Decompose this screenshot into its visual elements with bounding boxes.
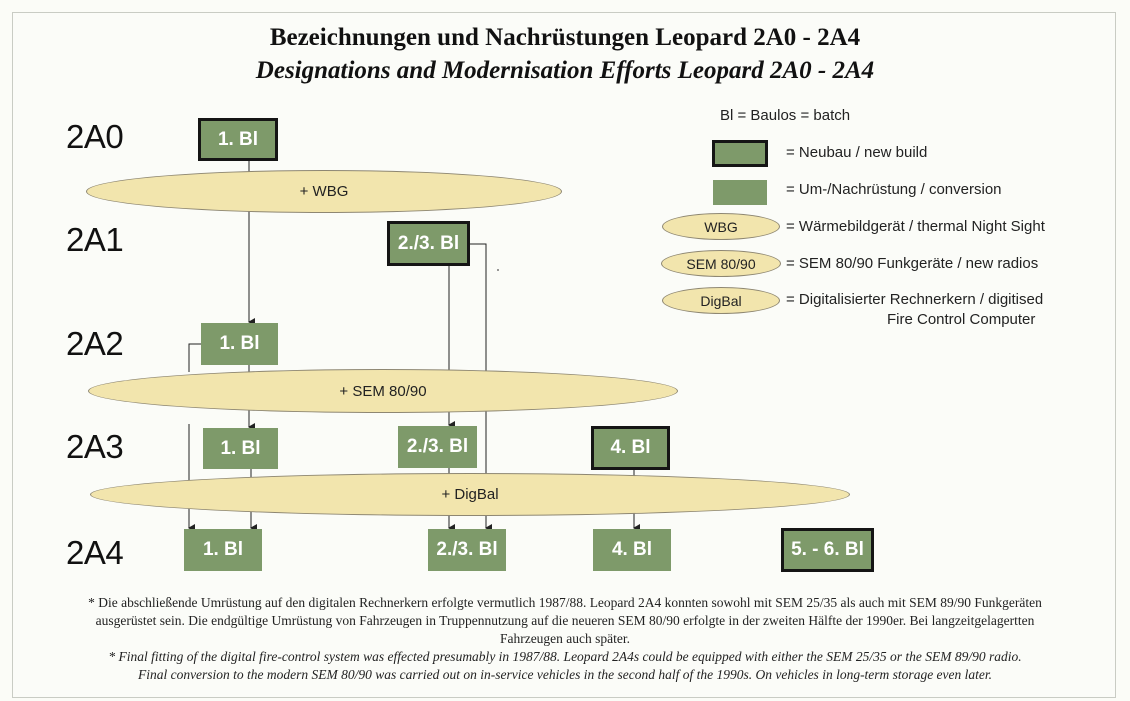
legend-new-build: = Neubau / new build [786,144,928,161]
footnote-de-line-1: * Die abschließende Umrüstung auf den digitalen Rechnerkern erfolgte vermutlich 1987/88. Leopard 2A4 konnten sowohl mit SEM 25/35 als auch mit SEM 89/90 Funkgeräten [88,595,1042,610]
legend-wbg: = Wärmebildgerät / thermal Night Sight [786,218,1045,235]
legend-digbal-tag: DigBal [662,287,780,314]
box-2a3-batch-4: 4. Bl [591,426,670,470]
box-2a1-batch-2-3: 2./3. Bl [387,221,470,266]
stray-dot [497,269,499,271]
footnote-de-line-3: Fahrzeugen auch später. [499,631,631,646]
legend-conversion: = Um-/Nachrüstung / conversion [786,181,1002,198]
legend-wbg-tag: WBG [662,213,780,240]
box-2a4-batch-5-6: 5. - 6. Bl [781,528,874,572]
box-2a0-batch-1: 1. Bl [198,118,278,161]
row-label-2a0: 2A0 [66,118,124,155]
footnote-en-line-2: Final conversion to the modern SEM 80/90 was carried out on in-service vehicles in the second half of the 1990s. On vehicles in long-term storage even later. [137,667,993,682]
legend-sem: = SEM 80/90 Funkgeräte / new radios [786,255,1039,272]
upgrade-wbg-ellipse: + WBG [86,170,562,213]
upgrade-digbal-ellipse: + DigBal [90,473,850,516]
upgrade-sem-ellipse: + SEM 80/90 [88,369,678,413]
legend-sem-tag: SEM 80/90 [661,250,781,277]
footnote-english [20,648,1110,684]
legend-new-build-swatch [712,140,768,167]
box-2a4-batch-2-3: 2./3. Bl [428,529,506,571]
box-2a4-batch-1: 1. Bl [184,529,262,571]
box-2a2-batch-1: 1. Bl [201,323,278,365]
title-english: Designations and Modernisation Efforts Leopard 2A0 - 2A4 [255,57,875,84]
footnote-en-line-1: * Final fitting of the digital fire-control system was effected presumably in 1987/88. Leopard 2A4s could be equipped with either the SEM 25/35 or the SEM 89/90 radio. [108,649,1022,664]
footnote-de-line-2: ausgerüstet sein. Die endgültige Umrüstung von Fahrzeugen in Truppennutzung auf die neueren SEM 80/90 erfolgte in der zweiten Hälfte der 1990er. Bei langzeitgelagertten [95,613,1035,628]
legend-digbal-1: = Digitalisierter Rechnerkern / digitised [786,291,1044,308]
row-label-2a1: 2A1 [66,221,124,258]
legend-digbal-2: Fire Control Computer [887,311,1036,328]
legend-batch: Bl = Baulos = batch [720,107,851,124]
box-2a4-batch-4: 4. Bl [593,529,671,571]
row-label-2a4: 2A4 [66,534,124,571]
box-2a3-batch-1: 1. Bl [203,428,278,469]
title-german: Bezeichnungen und Nachrüstungen Leopard 2A0 - 2A4 [269,24,861,51]
footnote-german [20,594,1110,648]
bypass-line-a2-a4 [189,344,201,372]
row-label-2a3: 2A3 [66,428,124,465]
box-2a3-batch-2-3: 2./3. Bl [398,426,477,468]
row-label-2a2: 2A2 [66,325,124,362]
legend-conversion-swatch [713,180,767,205]
